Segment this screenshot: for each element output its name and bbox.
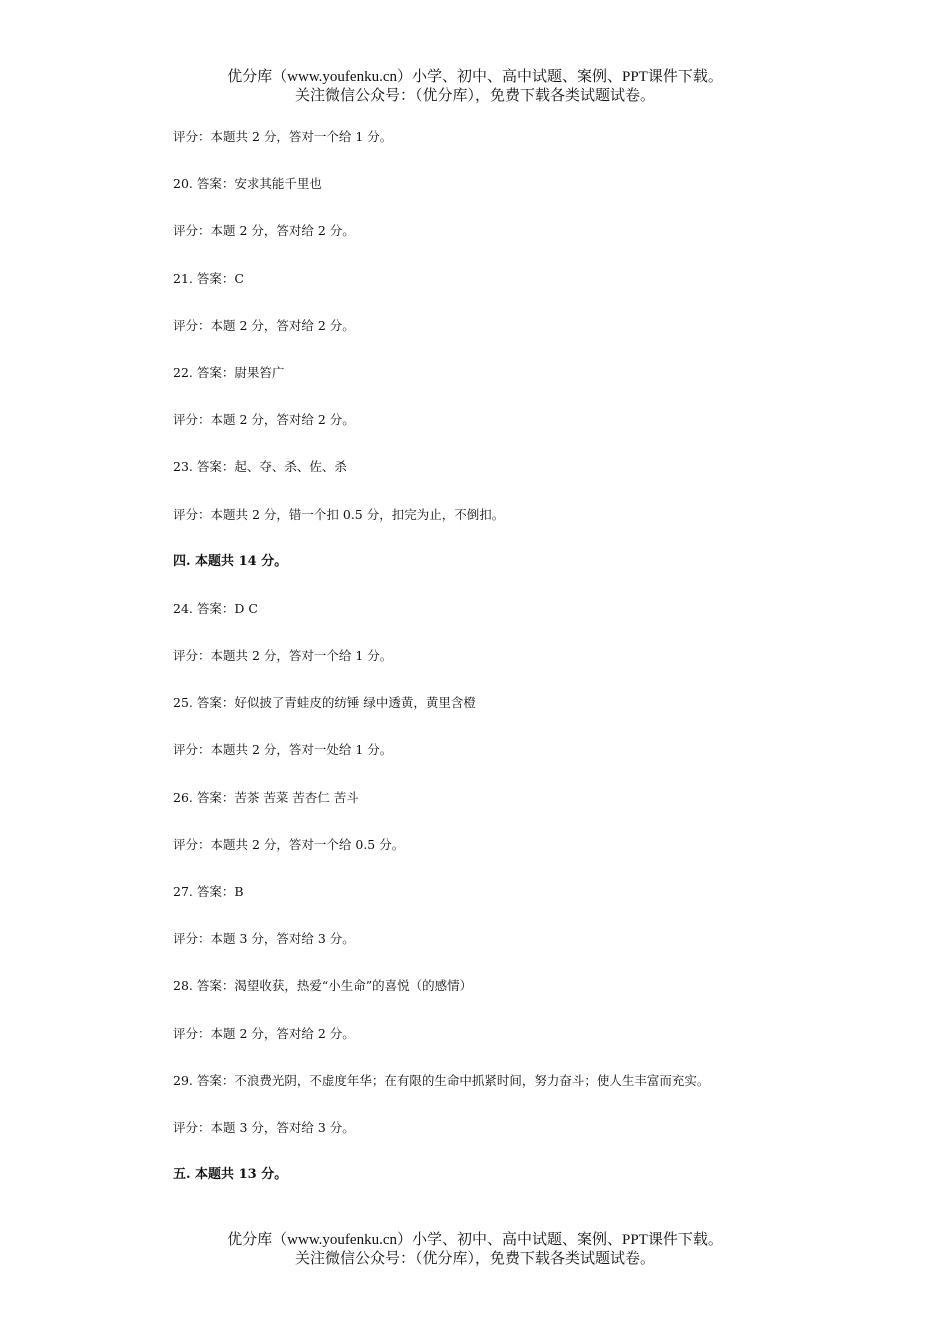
answer-line: 27. 答案：B xyxy=(173,884,244,899)
answer-line: 评分：本题 3 分，答对给 3 分。 xyxy=(173,931,355,947)
answer-line: 24. 答案：D C xyxy=(173,600,258,616)
footer-line-2: 关注微信公众号：（优分库），免费下载各类试题试卷。 xyxy=(294,1251,655,1267)
answer-line: 评分：本题 2 分，答对给 2 分。 xyxy=(173,412,355,428)
answer-line: 20. 答案：安求其能千里也 xyxy=(173,176,322,192)
footer-banner xyxy=(0,1231,950,1269)
answer-line: 评分：本题 2 分，答对给 2 分。 xyxy=(173,223,355,239)
answer-line: 评分：本题 2 分，答对给 2 分。 xyxy=(173,1025,355,1041)
answer-line: 评分：本题共 2 分，错一个扣 0.5 分，扣完为止，不倒扣。 xyxy=(173,506,505,522)
answer-line: 21. 答案：C xyxy=(173,270,244,286)
header-banner xyxy=(0,68,950,106)
footer-line-1: 优分库（www.youfenku.cn）小学、初中、高中试题、案例、PPT课件下载。 xyxy=(227,1232,723,1248)
answer-line: 25. 答案：好似披了青蛙皮的纺锤 绿中透黄，黄里含橙 xyxy=(173,695,476,711)
header-line-1: 优分库（www.youfenku.cn）小学、初中、高中试题、案例、PPT课件下载。 xyxy=(227,69,723,85)
answer-line: 评分：本题共 2 分，答对一个给 0.5 分。 xyxy=(173,836,405,852)
answer-line: 22. 答案：尉果笞广 xyxy=(173,364,285,380)
answer-line: 评分：本题共 2 分，答对一个给 1 分。 xyxy=(173,129,393,144)
answer-line: 评分：本题 2 分，答对给 2 分。 xyxy=(173,317,355,333)
answer-line: 评分：本题共 2 分，答对一处给 1 分。 xyxy=(173,742,393,758)
answer-line: 26. 答案：苦茶 苦菜 苦杏仁 苦斗 xyxy=(173,789,359,805)
answer-line: 29. 答案：不浪费光阴，不虚度年华；在有限的生命中抓紧时间，努力奋斗；使人生丰富而充实。 xyxy=(173,1072,710,1088)
header-line-2: 关注微信公众号：（优分库），免费下载各类试题试卷。 xyxy=(294,88,655,104)
answer-line: 评分：本题共 2 分，答对一个给 1 分。 xyxy=(173,648,393,664)
section-heading: 四. 本题共 14 分。 xyxy=(173,553,288,569)
answer-line: 23. 答案：起、夺、杀、佐、杀 xyxy=(173,459,347,475)
answer-line: 评分：本题 3 分，答对给 3 分。 xyxy=(173,1119,355,1135)
answer-line: 28. 答案：渴望收获，热爱“小生命”的喜悦（的感情） xyxy=(173,978,473,994)
section-heading: 五. 本题共 13 分。 xyxy=(173,1167,288,1183)
answer-list xyxy=(173,128,873,1213)
